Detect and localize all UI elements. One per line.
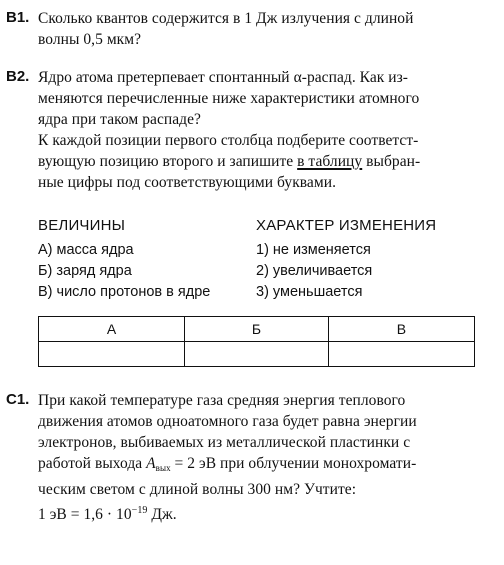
answer-cell[interactable] <box>39 342 185 367</box>
text-line: Сколько квантов содержится в 1 Дж излучения с длиной <box>38 10 414 27</box>
table-header-row <box>39 317 475 342</box>
answer-cell[interactable] <box>328 342 474 367</box>
text-line: волны 0,5 мкм? <box>38 31 142 48</box>
text-fragment: работой выхода <box>38 455 147 472</box>
text-line: ные цифры под соответствующими буквами. <box>38 174 336 191</box>
change-column <box>256 215 496 303</box>
problem-number: C1. <box>6 391 30 408</box>
problem-text <box>38 390 494 525</box>
text-line <box>38 453 494 479</box>
column-header: ХАРАКТЕР ИЗМЕНЕНИЯ <box>256 217 437 234</box>
quantity-item: В) число протонов в ядре <box>38 284 211 300</box>
work-function-subscript: вых <box>155 463 171 473</box>
work-function-symbol: A <box>146 455 156 472</box>
text-line <box>38 151 494 172</box>
problem-text <box>38 67 494 193</box>
text-line: Ядро атома претерпевает спонтанный α-распад. Как из- <box>38 69 409 86</box>
problem-number: B1. <box>6 9 30 26</box>
quantity-item: Б) заряд ядра <box>38 263 132 279</box>
answer-table <box>38 316 475 367</box>
table-header-cell: В <box>328 317 474 342</box>
text-line: движения атомов одноатомного газа будет равна энергии <box>38 413 417 430</box>
text-fragment: вующую позицию второго и запишите <box>38 153 298 170</box>
text-fragment: 1 эВ = 1,6 · 10 <box>38 506 132 523</box>
text-line: ядра при таком распаде? <box>38 111 201 128</box>
table-header-cell: А <box>39 317 185 342</box>
answer-cell[interactable] <box>185 342 329 367</box>
table-answer-row <box>39 342 475 367</box>
text-fragment: Дж. <box>147 506 177 523</box>
change-item: 1) не изменяется <box>256 242 371 258</box>
change-item: 2) увеличивается <box>256 263 373 279</box>
exponent: −19 <box>131 505 148 516</box>
text-fragment: = 2 эВ при облучении монохромати- <box>170 455 417 472</box>
text-line: меняются перечисленные ниже характеристики атомного <box>38 90 420 107</box>
text-line: К каждой позиции первого столбца подберите соответст- <box>38 132 419 149</box>
text-line: электронов, выбиваемых из металлической пластинки с <box>38 434 411 451</box>
text-line: ческим светом с длиной волны 300 нм? Учтите: <box>38 481 357 498</box>
problem-text <box>38 8 494 50</box>
underlined-text: в таблицу <box>297 153 363 170</box>
text-line <box>38 500 494 525</box>
problem-number: B2. <box>6 68 30 85</box>
change-item: 3) уменьшается <box>256 284 363 300</box>
quantities-column <box>38 215 268 303</box>
text-line: При какой температуре газа средняя энергия теплового <box>38 392 406 409</box>
quantity-item: А) масса ядра <box>38 242 134 258</box>
column-header: ВЕЛИЧИНЫ <box>38 217 126 234</box>
table-header-cell: Б <box>185 317 329 342</box>
text-fragment: выбран- <box>362 153 421 170</box>
